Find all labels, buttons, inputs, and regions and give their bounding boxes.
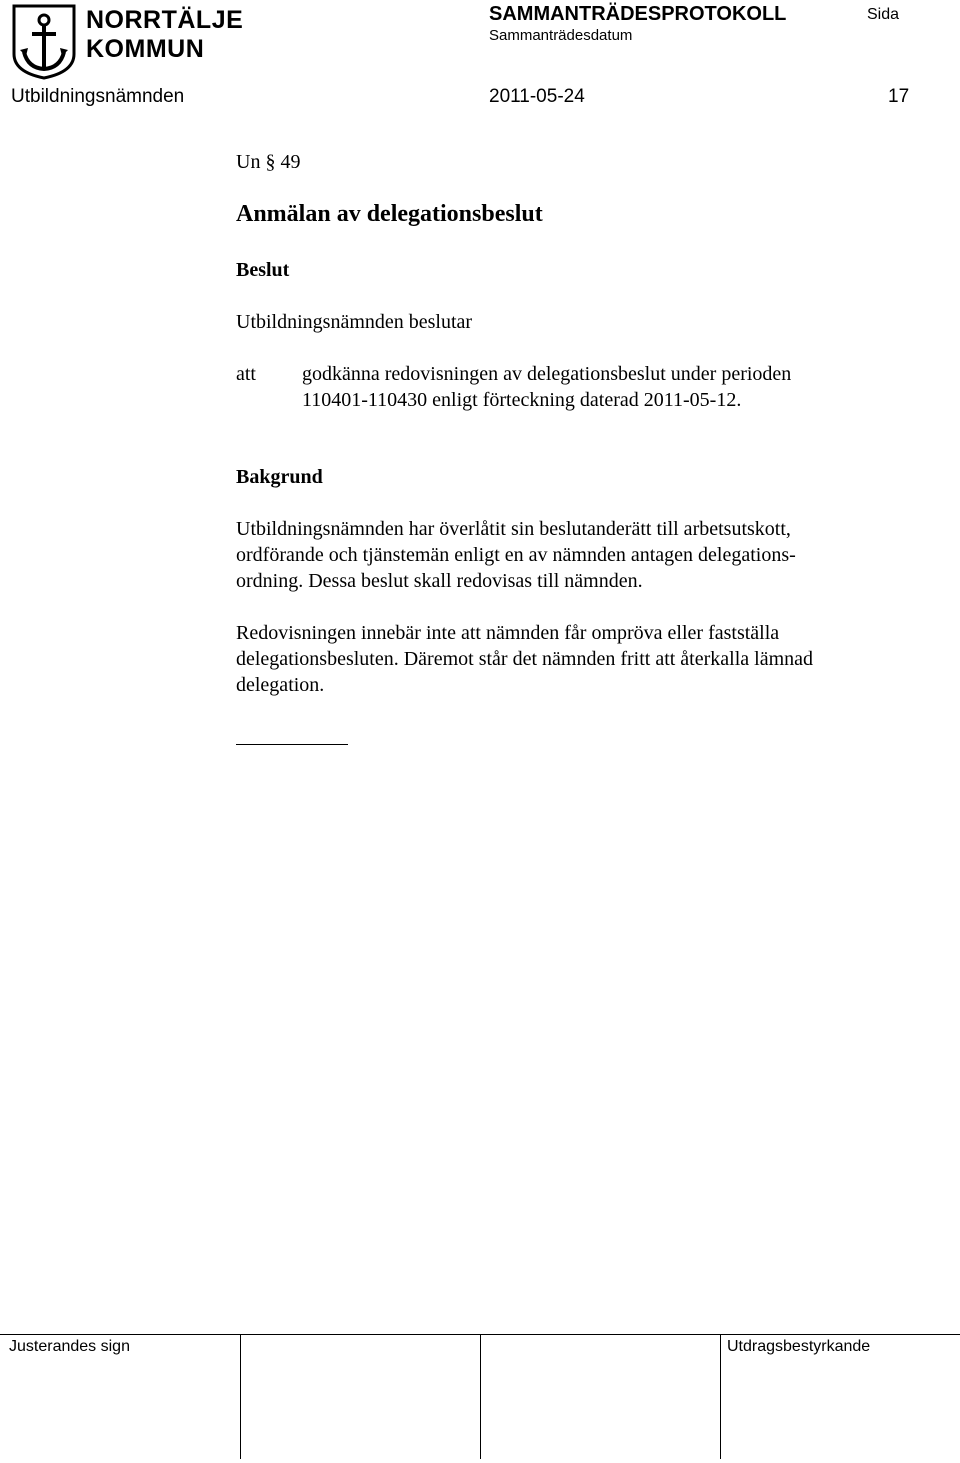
page-number: 17 [888, 86, 910, 107]
meeting-date: 2011-05-24 [489, 86, 585, 107]
decision-text-line: godkänna redovisningen av delegationsbeslut under perioden [302, 363, 792, 385]
paragraph-line: delegation. [236, 674, 325, 696]
background-heading: Bakgrund [236, 466, 323, 488]
section-end-rule [236, 744, 348, 745]
background-paragraph-2 [236, 620, 916, 698]
municipality-name-line1: NORRTÄLJE [86, 6, 244, 34]
footer-divider [240, 1335, 241, 1459]
paragraph-line: Utbildningsnämnden har överlåtit sin beslutanderätt till arbetsutskott, [236, 518, 791, 540]
att-label: att [236, 363, 256, 385]
anchor-crest-icon [12, 4, 76, 80]
signature-label: Justerandes sign [9, 1338, 130, 1355]
section-title: Anmälan av delegationsbeslut [236, 201, 543, 227]
paragraph-line: delegationsbesluten. Däremot står det nämnden fritt att återkalla lämnad [236, 648, 814, 670]
page-label: Sida [867, 6, 900, 23]
meeting-date-label: Sammanträdesdatum [489, 27, 633, 44]
paragraph-line: ordning. Dessa beslut skall redovisas till nämnden. [236, 570, 643, 592]
decision-intro: Utbildningsnämnden beslutar [236, 311, 473, 333]
committee-name: Utbildningsnämnden [11, 86, 185, 107]
document-type: SAMMANTRÄDESPROTOKOLL [489, 3, 787, 25]
section-reference: Un § 49 [236, 151, 301, 173]
decision-text-line: 110401-110430 enligt förteckning daterad 2011-05-12. [302, 389, 742, 411]
paragraph-line: ordförande och tjänstemän enligt en av nämnden antagen delegations- [236, 544, 796, 566]
municipality-name [86, 6, 243, 64]
paragraph-line: Redovisningen innebär inte att nämnden får ompröva eller fastställa [236, 622, 780, 644]
municipality-name-line2: KOMMUN [86, 35, 205, 63]
footer-divider [480, 1335, 481, 1459]
extract-certification-label: Utdragsbestyrkande [727, 1338, 871, 1355]
decision-heading: Beslut [236, 259, 290, 281]
footer-divider [720, 1335, 721, 1459]
decision-text [302, 361, 902, 413]
background-paragraph-1 [236, 516, 916, 594]
